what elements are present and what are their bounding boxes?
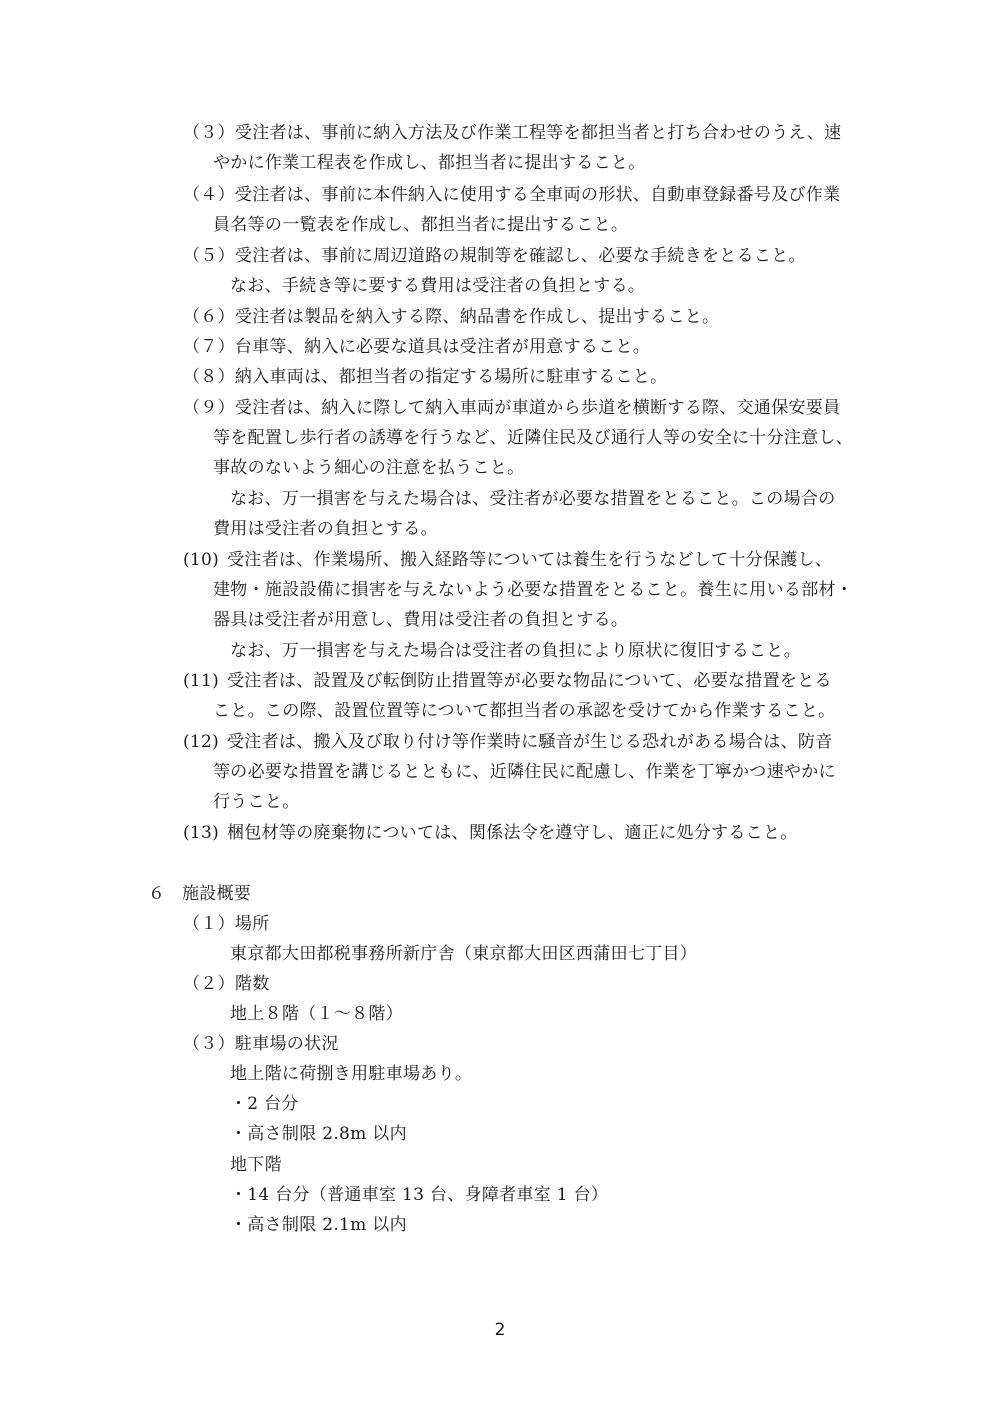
section-6-heading <box>148 879 251 909</box>
sub-label: （３） <box>183 1034 235 1054</box>
sub-title: 場所 <box>234 914 270 934</box>
item-label: （８） <box>183 367 235 387</box>
item-11-line-1 <box>183 666 832 696</box>
item-text: 受注者は、事前に本件納入に使用する全車両の形状、自動車登録番号及び作業 <box>234 185 841 205</box>
item-10-line-4: なお、万一損害を与えた場合は受注者の負担により原状に復旧すること。 <box>230 641 801 661</box>
item-9-line-1 <box>183 393 840 423</box>
item-label: （５） <box>183 246 235 266</box>
item-6-line-1 <box>183 302 719 332</box>
item-12-line-3: 行うこと。 <box>213 792 300 812</box>
item-label: (12) <box>183 732 220 752</box>
item-9-line-3: 事故のないよう細心の注意を払うこと。 <box>213 458 525 478</box>
item-label: (10) <box>183 550 220 570</box>
section-number: ６ <box>148 884 166 904</box>
section-6-sub-2-text: 地上８階（１～８階） <box>230 1004 403 1024</box>
parking-line-4: 地下階 <box>230 1155 282 1175</box>
item-label: （９） <box>183 398 235 418</box>
item-3-line-1 <box>183 118 841 148</box>
section-6-sub-1 <box>183 909 270 939</box>
item-7-line-1 <box>183 332 650 362</box>
item-11-line-2: こと。この際、設置位置等について都担当者の承認を受けてから作業すること。 <box>213 701 836 721</box>
item-10-line-2: 建物・施設設備に損害を与えないよう必要な措置をとること。養生に用いる部材・ <box>213 580 854 600</box>
section-6-sub-3 <box>183 1029 339 1059</box>
section-6-sub-1-text: 東京都大田都税事務所新庁舎（東京都大田区西蒲田七丁目） <box>230 944 698 964</box>
item-text: 受注者は、事前に納入方法及び作業工程等を都担当者と打ち合わせのうえ、速 <box>234 123 842 143</box>
parking-line-5: ・14 台分（普通車室 13 台、身障者車室 1 台） <box>230 1185 609 1205</box>
section-6-sub-2 <box>183 969 270 999</box>
page-number: 2 <box>494 1320 506 1340</box>
item-text: 受注者は、搬入及び取り付け等作業時に騒音が生じる恐れがある場合は、防音 <box>227 732 833 752</box>
item-5-line-2: なお、手続き等に要する費用は受注者の負担とする。 <box>230 276 646 296</box>
item-9-line-4: なお、万一損害を与えた場合は、受注者が必要な措置をとること。この場合の <box>230 489 836 509</box>
parking-line-3: ・高さ制限 2.8m 以内 <box>230 1124 407 1144</box>
item-9-line-5: 費用は受注者の負担とする。 <box>213 519 438 539</box>
item-label: （６） <box>183 307 235 327</box>
item-10-line-1 <box>183 545 832 575</box>
item-12-line-1 <box>183 727 833 757</box>
item-text: 受注者は、作業場所、搬入経路等については養生を行うなどして十分保護し、 <box>227 550 833 570</box>
item-label: （７） <box>183 337 235 357</box>
item-label: （３） <box>183 123 235 143</box>
sub-label: （２） <box>183 974 235 994</box>
item-text: 梱包材等の廃棄物については、関係法令を遵守し、適正に処分すること。 <box>227 823 798 843</box>
item-label: (13) <box>183 823 220 843</box>
sub-label: （１） <box>183 914 235 934</box>
item-10-line-3: 器具は受注者が用意し、費用は受注者の負担とする。 <box>213 610 629 630</box>
item-text: 受注者は製品を納入する際、納品書を作成し、提出すること。 <box>234 307 720 327</box>
item-text: 受注者は、納入に際して納入車両が車道から歩道を横断する際、交通保安要員 <box>234 398 841 418</box>
section-title: 施設概要 <box>182 884 252 904</box>
item-text: 台車等、納入に必要な道具は受注者が用意すること。 <box>234 337 651 357</box>
item-label: （４） <box>183 185 235 205</box>
item-8-line-1 <box>183 362 667 392</box>
parking-line-1: 地上階に荷捌き用駐車場あり。 <box>230 1064 473 1084</box>
sub-title: 階数 <box>234 974 270 994</box>
item-13-line-1 <box>183 818 798 848</box>
parking-line-2: ・2 台分 <box>230 1094 299 1114</box>
item-4-line-2: 員名等の一覧表を作成し、都担当者に提出すること。 <box>213 215 629 235</box>
item-9-line-2: 等を配置し歩行者の誘導を行うなど、近隣住民及び通行人等の安全に十分注意し、 <box>213 428 854 448</box>
item-5-line-1 <box>183 241 806 271</box>
item-4-line-1 <box>183 180 840 210</box>
item-12-line-2: 等の必要な措置を講じるとともに、近隣住民に配慮し、作業を丁寧かつ速やかに <box>213 762 836 782</box>
item-text: 納入車両は、都担当者の指定する場所に駐車すること。 <box>234 367 668 387</box>
sub-title: 駐車場の状況 <box>234 1034 339 1054</box>
item-label: (11) <box>183 671 220 691</box>
item-3-line-2: やかに作業工程表を作成し、都担当者に提出すること。 <box>213 153 646 173</box>
item-text: 受注者は、事前に周辺道路の規制等を確認し、必要な手続きをとること。 <box>234 246 806 266</box>
parking-line-6: ・高さ制限 2.1m 以内 <box>230 1215 407 1235</box>
item-text: 受注者は、設置及び転倒防止措置等が必要な物品について、必要な措置をとる <box>227 671 832 691</box>
